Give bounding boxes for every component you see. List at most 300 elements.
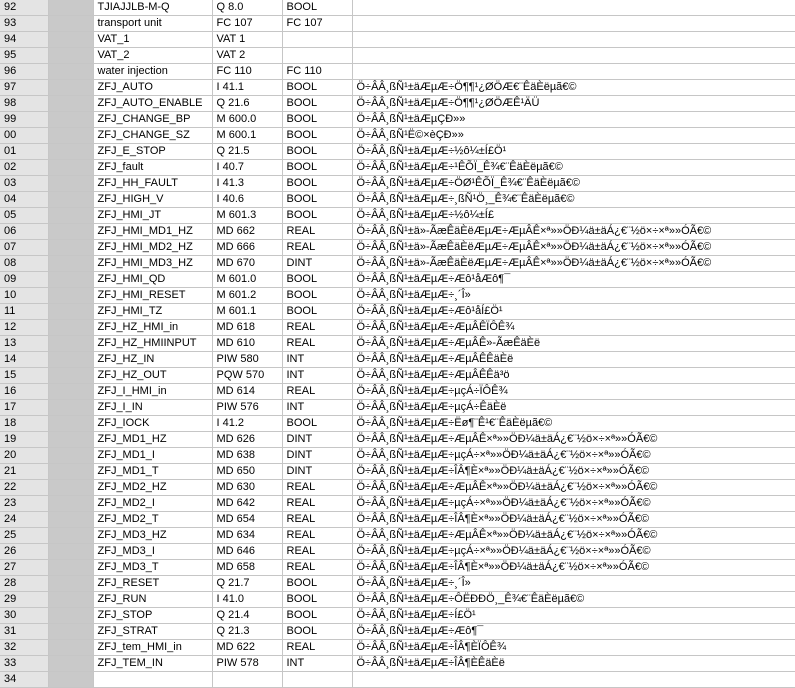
row-separator (48, 208, 93, 224)
comment-cell[interactable]: Ö÷ÂÂ¸ßÑ¹Ë©×èÇÐ»» (352, 128, 795, 144)
address-cell[interactable]: M 601.1 (212, 304, 282, 320)
address-cell[interactable]: Q 21.5 (212, 144, 282, 160)
row-number: 16 (0, 384, 48, 400)
symbol-cell[interactable]: ZFJ_CHANGE_SZ (93, 128, 212, 144)
address-cell[interactable]: I 41.0 (212, 592, 282, 608)
row-number: 00 (0, 128, 48, 144)
address-cell[interactable]: FC 107 (212, 16, 282, 32)
data-type-cell[interactable]: REAL (282, 560, 352, 576)
row-separator (48, 32, 93, 48)
row-number: 96 (0, 64, 48, 80)
table-row[interactable] (0, 16, 795, 32)
comment-cell[interactable]: Ö÷ÂÂ¸ßÑ¹±äÆµÆ÷Í£Ö¹ (352, 608, 795, 624)
comment-cell[interactable]: Ö÷ÂÂ¸ßÑ¹±äÆµÆ÷Ö¶¶¹¿ØÖÆ€¨ÊäÈëµã€© (352, 80, 795, 96)
data-type-cell[interactable] (282, 48, 352, 64)
table-row[interactable] (0, 592, 795, 608)
address-cell[interactable]: Q 21.3 (212, 624, 282, 640)
address-cell[interactable]: MD 650 (212, 464, 282, 480)
comment-cell[interactable]: Ö÷ÂÂ¸ßÑ¹±äÆµÆ÷µçÁ÷ÏÔÊ¾ (352, 384, 795, 400)
symbol-cell[interactable]: ZFJ_STOP (93, 608, 212, 624)
symbol-cell[interactable]: ZFJ_fault (93, 160, 212, 176)
row-separator (48, 336, 93, 352)
data-type-cell[interactable]: REAL (282, 224, 352, 240)
table-row[interactable] (0, 288, 795, 304)
row-separator (48, 576, 93, 592)
symbol-cell[interactable]: ZFJ_HMI_MD1_HZ (93, 224, 212, 240)
comment-cell[interactable]: Ö÷ÂÂ¸ßÑ¹±äÆµÆ÷ÎÂ¶È×ª»»ÖÐ¼ä±äÁ¿€¨½ö×÷×ª»»ÓÃ€© (352, 512, 795, 528)
row-separator (48, 64, 93, 80)
row-number: 34 (0, 672, 48, 688)
row-separator (48, 320, 93, 336)
address-cell[interactable]: MD 646 (212, 544, 282, 560)
row-number: 21 (0, 464, 48, 480)
symbol-cell[interactable]: ZFJ_HMI_TZ (93, 304, 212, 320)
symbol-cell[interactable]: ZFJ_RUN (93, 592, 212, 608)
address-cell[interactable]: M 601.3 (212, 208, 282, 224)
data-type-cell[interactable] (282, 672, 352, 688)
comment-cell[interactable]: Ö÷ÂÂ¸ßÑ¹±ä»-ÃæÊäÈëÆµÆ÷ÆµÂÊ×ª»»ÖÐ¼ä±äÁ¿€¨½ö×÷×ª»»ÓÃ€© (352, 240, 795, 256)
row-number: 19 (0, 432, 48, 448)
address-cell[interactable]: MD 662 (212, 224, 282, 240)
symbol-cell[interactable]: ZFJ_AUTO (93, 80, 212, 96)
data-type-cell[interactable]: BOOL (282, 112, 352, 128)
address-cell[interactable]: PQW 570 (212, 368, 282, 384)
address-cell[interactable]: M 601.2 (212, 288, 282, 304)
data-type-cell[interactable]: INT (282, 656, 352, 672)
address-cell[interactable]: MD 642 (212, 496, 282, 512)
address-cell[interactable]: I 40.7 (212, 160, 282, 176)
row-number: 17 (0, 400, 48, 416)
comment-cell[interactable]: Ö÷ÂÂ¸ßÑ¹±äÆµÆ÷ÆµÂÊ»-ÃæÊäÈë (352, 336, 795, 352)
row-number: 93 (0, 16, 48, 32)
row-number: 12 (0, 320, 48, 336)
data-type-cell[interactable]: REAL (282, 336, 352, 352)
data-type-cell[interactable]: REAL (282, 544, 352, 560)
comment-cell[interactable]: Ö÷ÂÂ¸ßÑ¹±äÆµÆ÷ÆµÂÊÏÔÊ¾ (352, 320, 795, 336)
table-row[interactable] (0, 160, 795, 176)
row-number: 05 (0, 208, 48, 224)
comment-cell[interactable]: Ö÷ÂÂ¸ßÑ¹±äÆµÆ÷Ö¶¶¹¿ØÖÆÊ¹ÄÜ (352, 96, 795, 112)
address-cell[interactable]: PIW 580 (212, 352, 282, 368)
symbol-cell[interactable]: ZFJ_MD2_T (93, 512, 212, 528)
comment-cell[interactable] (352, 64, 795, 80)
table-row[interactable] (0, 544, 795, 560)
comment-cell[interactable]: Ö÷ÂÂ¸ßÑ¹±äÆµÆ÷¸´Î» (352, 576, 795, 592)
symbol-cell[interactable]: ZFJ_HZ_HMIINPUT (93, 336, 212, 352)
table-row[interactable] (0, 560, 795, 576)
row-number: 24 (0, 512, 48, 528)
symbol-cell[interactable]: ZFJ_MD1_I (93, 448, 212, 464)
address-cell[interactable]: I 41.2 (212, 416, 282, 432)
table-row[interactable] (0, 400, 795, 416)
row-separator (48, 496, 93, 512)
table-row[interactable] (0, 320, 795, 336)
table-row[interactable] (0, 144, 795, 160)
row-number: 03 (0, 176, 48, 192)
comment-cell[interactable]: Ö÷ÂÂ¸ßÑ¹±äÆµÆ÷¸´Î» (352, 288, 795, 304)
table-row[interactable] (0, 48, 795, 64)
table-row[interactable] (0, 256, 795, 272)
table-row[interactable] (0, 608, 795, 624)
data-type-cell[interactable]: BOOL (282, 80, 352, 96)
row-separator (48, 256, 93, 272)
address-cell[interactable]: MD 626 (212, 432, 282, 448)
row-separator (48, 512, 93, 528)
address-cell[interactable]: MD 610 (212, 336, 282, 352)
symbol-cell[interactable]: ZFJ_MD1_HZ (93, 432, 212, 448)
row-number: 20 (0, 448, 48, 464)
row-number: 32 (0, 640, 48, 656)
data-type-cell[interactable]: DINT (282, 256, 352, 272)
symbol-cell[interactable]: ZFJ_MD2_I (93, 496, 212, 512)
symbol-cell[interactable]: water injection (93, 64, 212, 80)
row-number: 27 (0, 560, 48, 576)
row-separator (48, 176, 93, 192)
data-type-cell[interactable]: BOOL (282, 176, 352, 192)
address-cell[interactable]: MD 634 (212, 528, 282, 544)
row-separator (48, 400, 93, 416)
row-separator (48, 128, 93, 144)
row-number: 95 (0, 48, 48, 64)
comment-cell[interactable]: Ö÷ÂÂ¸ßÑ¹±äÆµÆ÷ÎÂ¶È×ª»»ÖÐ¼ä±äÁ¿€¨½ö×÷×ª»»ÓÃ€© (352, 464, 795, 480)
comment-cell[interactable]: Ö÷ÂÂ¸ßÑ¹±äÆµÆ÷µçÁ÷ÊäÈë (352, 400, 795, 416)
data-type-cell[interactable]: REAL (282, 480, 352, 496)
table-row[interactable] (0, 272, 795, 288)
row-number: 14 (0, 352, 48, 368)
row-separator (48, 544, 93, 560)
address-cell[interactable]: M 600.1 (212, 128, 282, 144)
data-type-cell[interactable]: INT (282, 368, 352, 384)
comment-cell[interactable]: Ö÷ÂÂ¸ßÑ¹±äÆµÆ÷½ô¼±Í£Ö¹ (352, 144, 795, 160)
row-separator (48, 672, 93, 688)
comment-cell[interactable]: Ö÷ÂÂ¸ßÑ¹±äÆµÆ÷Ëø¶¨Ê¹€¨ÊäÈëµã€© (352, 416, 795, 432)
row-number: 26 (0, 544, 48, 560)
row-separator (48, 448, 93, 464)
data-type-cell[interactable]: FC 107 (282, 16, 352, 32)
row-number: 31 (0, 624, 48, 640)
address-cell[interactable]: MD 622 (212, 640, 282, 656)
row-number: 94 (0, 32, 48, 48)
row-number: 15 (0, 368, 48, 384)
address-cell[interactable]: Q 21.7 (212, 576, 282, 592)
row-separator (48, 560, 93, 576)
symbol-cell[interactable]: TJIAJJLB-M-Q (93, 0, 212, 16)
comment-cell[interactable]: Ö÷ÂÂ¸ßÑ¹±ä»-ÃæÊäÈëÆµÆ÷ÆµÂÊ×ª»»ÖÐ¼ä±äÁ¿€¨½ö×÷×ª»»ÓÃ€© (352, 224, 795, 240)
comment-cell[interactable] (352, 0, 795, 16)
address-cell[interactable]: Q 8.0 (212, 0, 282, 16)
row-number: 23 (0, 496, 48, 512)
data-type-cell[interactable]: INT (282, 352, 352, 368)
address-cell[interactable]: MD 654 (212, 512, 282, 528)
table-row[interactable] (0, 352, 795, 368)
symbol-cell[interactable]: VAT_2 (93, 48, 212, 64)
symbol-cell[interactable]: ZFJ_MD1_T (93, 464, 212, 480)
data-type-cell[interactable]: BOOL (282, 624, 352, 640)
comment-cell[interactable] (352, 48, 795, 64)
address-cell[interactable] (212, 672, 282, 688)
symbol-cell[interactable]: ZFJ_STRAT (93, 624, 212, 640)
symbol-cell[interactable]: ZFJ_IOCK (93, 416, 212, 432)
address-cell[interactable]: MD 638 (212, 448, 282, 464)
data-type-cell[interactable]: BOOL (282, 304, 352, 320)
row-separator (48, 416, 93, 432)
row-separator (48, 368, 93, 384)
address-cell[interactable]: MD 658 (212, 560, 282, 576)
data-type-cell[interactable]: BOOL (282, 192, 352, 208)
row-number: 04 (0, 192, 48, 208)
comment-cell[interactable]: Ö÷ÂÂ¸ßÑ¹±äÆµÆ÷½ô¼±Í£ (352, 208, 795, 224)
comment-cell[interactable]: Ö÷ÂÂ¸ßÑ¹±äÆµÆ÷ÆµÂÊ×ª»»ÖÐ¼ä±äÁ¿€¨½ö×÷×ª»»ÓÃ€© (352, 480, 795, 496)
table-row[interactable] (0, 336, 795, 352)
symbol-cell[interactable]: ZFJ_tem_HMI_in (93, 640, 212, 656)
comment-cell[interactable]: Ö÷ÂÂ¸ßÑ¹±äÆµÇÐ»» (352, 112, 795, 128)
table-row[interactable] (0, 64, 795, 80)
row-number: 30 (0, 608, 48, 624)
table-row[interactable] (0, 112, 795, 128)
symbol-cell[interactable]: ZFJ_HMI_MD2_HZ (93, 240, 212, 256)
table-row[interactable] (0, 208, 795, 224)
comment-cell[interactable]: Ö÷ÂÂ¸ßÑ¹±äÆµÆ÷Æô¹åÆô¶¯ (352, 272, 795, 288)
table-row[interactable] (0, 432, 795, 448)
row-separator (48, 0, 93, 16)
symbol-cell[interactable] (93, 672, 212, 688)
table-row[interactable] (0, 32, 795, 48)
address-cell[interactable]: I 40.6 (212, 192, 282, 208)
row-separator (48, 640, 93, 656)
data-type-cell[interactable]: BOOL (282, 608, 352, 624)
row-number: 13 (0, 336, 48, 352)
data-type-cell[interactable]: DINT (282, 448, 352, 464)
address-cell[interactable]: MD 630 (212, 480, 282, 496)
comment-cell[interactable]: Ö÷ÂÂ¸ßÑ¹±äÆµÆ÷ÆµÂÊ×ª»»ÖÐ¼ä±äÁ¿€¨½ö×÷×ª»»ÓÃ€© (352, 432, 795, 448)
symbol-cell[interactable]: ZFJ_HMI_MD3_HZ (93, 256, 212, 272)
comment-cell[interactable]: Ö÷ÂÂ¸ßÑ¹±äÆµÆ÷µçÁ÷×ª»»ÖÐ¼ä±äÁ¿€¨½ö×÷×ª»»ÓÃ€© (352, 496, 795, 512)
row-number: 98 (0, 96, 48, 112)
symbol-cell[interactable]: ZFJ_CHANGE_BP (93, 112, 212, 128)
row-number: 09 (0, 272, 48, 288)
comment-cell[interactable]: Ö÷ÂÂ¸ßÑ¹±äÆµÆ÷ÆµÂÊÊäÈë (352, 352, 795, 368)
data-type-cell[interactable]: REAL (282, 384, 352, 400)
row-separator (48, 272, 93, 288)
table-row[interactable] (0, 416, 795, 432)
address-cell[interactable]: Q 21.6 (212, 96, 282, 112)
row-separator (48, 352, 93, 368)
symbol-cell[interactable]: transport unit (93, 16, 212, 32)
data-type-cell[interactable]: BOOL (282, 576, 352, 592)
table-row[interactable] (0, 576, 795, 592)
data-type-cell[interactable]: BOOL (282, 416, 352, 432)
data-type-cell[interactable]: BOOL (282, 160, 352, 176)
row-number: 06 (0, 224, 48, 240)
row-separator (48, 112, 93, 128)
row-separator (48, 240, 93, 256)
address-cell[interactable]: MD 666 (212, 240, 282, 256)
data-type-cell[interactable]: BOOL (282, 144, 352, 160)
address-cell[interactable]: I 41.3 (212, 176, 282, 192)
row-number: 92 (0, 0, 48, 16)
row-separator (48, 144, 93, 160)
data-type-cell[interactable]: DINT (282, 432, 352, 448)
data-type-cell[interactable]: REAL (282, 640, 352, 656)
table-row[interactable] (0, 624, 795, 640)
row-number: 07 (0, 240, 48, 256)
data-type-cell[interactable] (282, 32, 352, 48)
row-number: 33 (0, 656, 48, 672)
data-type-cell[interactable]: BOOL (282, 592, 352, 608)
table-row[interactable] (0, 0, 795, 16)
row-separator (48, 656, 93, 672)
symbol-cell[interactable]: ZFJ_TEM_IN (93, 656, 212, 672)
row-separator (48, 384, 93, 400)
table-row[interactable] (0, 640, 795, 656)
address-cell[interactable]: MD 614 (212, 384, 282, 400)
table-row[interactable] (0, 480, 795, 496)
table-row[interactable] (0, 656, 795, 672)
row-separator (48, 80, 93, 96)
row-separator (48, 528, 93, 544)
address-cell[interactable]: MD 618 (212, 320, 282, 336)
row-separator (48, 608, 93, 624)
comment-cell[interactable]: Ö÷ÂÂ¸ßÑ¹±äÆµÆ÷ÎÂ¶ÈÊäÈë (352, 656, 795, 672)
data-type-cell[interactable]: BOOL (282, 96, 352, 112)
row-number: 22 (0, 480, 48, 496)
comment-cell[interactable]: Ö÷ÂÂ¸ßÑ¹±äÆµÆ÷¸ßÑ¹Ö¸_Ê¾€¨ÊäÈëµã€© (352, 192, 795, 208)
symbol-cell[interactable]: ZFJ_HMI_RESET (93, 288, 212, 304)
row-number: 25 (0, 528, 48, 544)
comment-cell[interactable]: Ö÷ÂÂ¸ßÑ¹±ä»-ÃæÊäÈëÆµÆ÷ÆµÂÊ×ª»»ÖÐ¼ä±äÁ¿€¨½ö×÷×ª»»ÓÃ€© (352, 256, 795, 272)
symbol-cell[interactable]: ZFJ_MD3_T (93, 560, 212, 576)
row-separator (48, 288, 93, 304)
table-row[interactable] (0, 192, 795, 208)
table-row[interactable] (0, 240, 795, 256)
symbol-cell[interactable]: ZFJ_AUTO_ENABLE (93, 96, 212, 112)
symbol-cell[interactable]: ZFJ_MD3_HZ (93, 528, 212, 544)
table-row[interactable] (0, 496, 795, 512)
table-row[interactable] (0, 528, 795, 544)
comment-cell[interactable]: Ö÷ÂÂ¸ßÑ¹±äÆµÆ÷µçÁ÷×ª»»ÖÐ¼ä±äÁ¿€¨½ö×÷×ª»»ÓÃ€© (352, 544, 795, 560)
table-row[interactable] (0, 464, 795, 480)
data-type-cell[interactable]: REAL (282, 320, 352, 336)
address-cell[interactable]: Q 21.4 (212, 608, 282, 624)
data-type-cell[interactable]: REAL (282, 240, 352, 256)
comment-cell[interactable]: Ö÷ÂÂ¸ßÑ¹±äÆµÆ÷¹ÊÕÏ_Ê¾€¨ÊäÈëµã€© (352, 160, 795, 176)
table-row[interactable] (0, 128, 795, 144)
row-number: 08 (0, 256, 48, 272)
symbol-cell[interactable]: ZFJ_HIGH_V (93, 192, 212, 208)
symbol-cell[interactable]: ZFJ_E_STOP (93, 144, 212, 160)
address-cell[interactable]: PIW 578 (212, 656, 282, 672)
row-separator (48, 592, 93, 608)
data-type-cell[interactable]: REAL (282, 496, 352, 512)
symbol-cell[interactable]: ZFJ_RESET (93, 576, 212, 592)
table-row[interactable] (0, 384, 795, 400)
row-number: 01 (0, 144, 48, 160)
data-type-cell[interactable]: BOOL (282, 208, 352, 224)
table-row[interactable] (0, 672, 795, 688)
comment-cell[interactable]: Ö÷ÂÂ¸ßÑ¹±äÆµÆ÷Æô¹åÍ£Ö¹ (352, 304, 795, 320)
symbol-cell[interactable]: ZFJ_HH_FAULT (93, 176, 212, 192)
data-type-cell[interactable]: BOOL (282, 288, 352, 304)
address-cell[interactable]: I 41.1 (212, 80, 282, 96)
symbol-cell[interactable]: ZFJ_HMI_QD (93, 272, 212, 288)
row-number: 28 (0, 576, 48, 592)
comment-cell[interactable] (352, 32, 795, 48)
symbol-cell[interactable]: ZFJ_I_HMI_in (93, 384, 212, 400)
address-cell[interactable]: M 600.0 (212, 112, 282, 128)
data-type-cell[interactable]: DINT (282, 464, 352, 480)
row-separator (48, 160, 93, 176)
comment-cell[interactable]: Ö÷ÂÂ¸ßÑ¹±äÆµÆ÷ÖØ¹ÊÕÏ_Ê¾€¨ÊäÈëµã€© (352, 176, 795, 192)
row-number: 99 (0, 112, 48, 128)
comment-cell[interactable]: Ö÷ÂÂ¸ßÑ¹±äÆµÆ÷ÆµÂÊÊä³ö (352, 368, 795, 384)
row-number: 18 (0, 416, 48, 432)
data-type-cell[interactable]: BOOL (282, 0, 352, 16)
table-row[interactable] (0, 512, 795, 528)
comment-cell[interactable]: Ö÷ÂÂ¸ßÑ¹±äÆµÆ÷ÎÂ¶È×ª»»ÖÐ¼ä±äÁ¿€¨½ö×÷×ª»»ÓÃ€© (352, 560, 795, 576)
comment-cell[interactable] (352, 16, 795, 32)
symbol-cell[interactable]: VAT_1 (93, 32, 212, 48)
data-type-cell[interactable]: INT (282, 400, 352, 416)
table-row[interactable] (0, 224, 795, 240)
symbol-cell[interactable]: ZFJ_HZ_HMI_in (93, 320, 212, 336)
symbol-cell[interactable]: ZFJ_MD3_I (93, 544, 212, 560)
row-separator (48, 16, 93, 32)
row-separator (48, 48, 93, 64)
comment-cell[interactable]: Ö÷ÂÂ¸ßÑ¹±äÆµÆ÷ÎÂ¶ÈÏÔÊ¾ (352, 640, 795, 656)
table-row[interactable] (0, 96, 795, 112)
row-separator (48, 432, 93, 448)
row-number: 11 (0, 304, 48, 320)
data-type-cell[interactable]: REAL (282, 512, 352, 528)
row-separator (48, 96, 93, 112)
data-type-cell[interactable]: BOOL (282, 272, 352, 288)
symbol-cell[interactable]: ZFJ_HZ_OUT (93, 368, 212, 384)
row-separator (48, 464, 93, 480)
data-type-cell[interactable]: FC 110 (282, 64, 352, 80)
address-cell[interactable]: MD 670 (212, 256, 282, 272)
row-number: 29 (0, 592, 48, 608)
row-number: 02 (0, 160, 48, 176)
comment-cell[interactable]: Ö÷ÂÂ¸ßÑ¹±äÆµÆ÷ÆµÂÊ×ª»»ÖÐ¼ä±äÁ¿€¨½ö×÷×ª»»ÓÃ€© (352, 528, 795, 544)
data-type-cell[interactable]: REAL (282, 528, 352, 544)
row-separator (48, 480, 93, 496)
address-cell[interactable]: FC 110 (212, 64, 282, 80)
row-number: 10 (0, 288, 48, 304)
address-cell[interactable]: VAT 1 (212, 32, 282, 48)
comment-cell[interactable]: Ö÷ÂÂ¸ßÑ¹±äÆµÆ÷ÔËÐÐÖ¸_Ê¾€¨ÊäÈëµã€© (352, 592, 795, 608)
row-separator (48, 304, 93, 320)
address-cell[interactable]: VAT 2 (212, 48, 282, 64)
row-separator (48, 192, 93, 208)
comment-cell[interactable] (352, 672, 795, 688)
symbol-cell[interactable]: ZFJ_HMI_JT (93, 208, 212, 224)
table-row[interactable] (0, 368, 795, 384)
address-cell[interactable]: PIW 576 (212, 400, 282, 416)
table-row[interactable] (0, 80, 795, 96)
table-row[interactable] (0, 448, 795, 464)
comment-cell[interactable]: Ö÷ÂÂ¸ßÑ¹±äÆµÆ÷µçÁ÷×ª»»ÖÐ¼ä±äÁ¿€¨½ö×÷×ª»»ÓÃ€© (352, 448, 795, 464)
address-cell[interactable]: M 601.0 (212, 272, 282, 288)
comment-cell[interactable]: Ö÷ÂÂ¸ßÑ¹±äÆµÆ÷Æô¶¯ (352, 624, 795, 640)
row-separator (48, 224, 93, 240)
symbol-cell[interactable]: ZFJ_I_IN (93, 400, 212, 416)
table-row[interactable] (0, 176, 795, 192)
table-row[interactable] (0, 304, 795, 320)
symbol-cell[interactable]: ZFJ_MD2_HZ (93, 480, 212, 496)
row-separator (48, 624, 93, 640)
data-type-cell[interactable]: BOOL (282, 128, 352, 144)
symbol-cell[interactable]: ZFJ_HZ_IN (93, 352, 212, 368)
